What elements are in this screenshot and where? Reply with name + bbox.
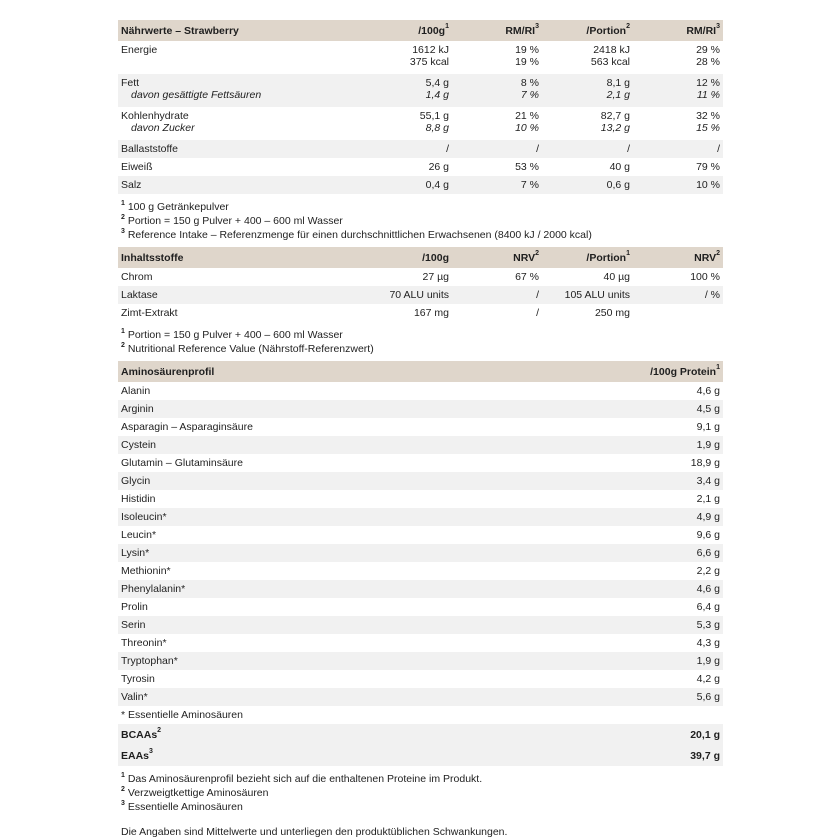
amino-row [118,454,723,472]
amino-label: Prolin [121,601,148,613]
nutrition-footnotes [118,194,723,247]
total-value: 20,1 g [573,724,723,745]
amino-row [118,400,723,418]
nutrition-value: 1612 kJ 375 kcal [409,44,449,68]
amino-row [118,436,723,454]
nutrition-value: 82,7 g 13,2 g [600,110,630,134]
nutrition-label: Ballaststoffe [118,140,328,158]
footnote: $^2$ Verzweigtkettige Aminosäuren [121,785,269,799]
footnote: $^1$ Das Aminosäurenprofil bezieht sich auf die enthaltenen Proteine im Produkt. [121,771,483,785]
ingredients-value: 70 ALU units [328,286,452,304]
nutrition-value: 5,4 g 1,4 g [328,74,452,107]
ingredients-value [633,304,723,322]
amino-footnotes [118,766,723,819]
ingredients-value: 167 mg [413,307,449,319]
nutrition-value: / [542,140,633,158]
amino-label: Methionin* [121,565,171,577]
ingredients-footnotes [118,322,723,361]
nutrition-row [118,158,723,176]
amino-table [118,361,723,766]
ingredients-row [118,304,723,322]
amino-row [118,526,723,544]
amino-value: 6,4 g [696,601,720,613]
footnote: $^2$ Nutritional Reference Value (Nährstoff-Referenzwert) [121,341,374,355]
ingredients-value: / % [633,286,723,304]
footnote: $^2$ Portion = 150 g Pulver + 400 – 600 ml Wasser [121,213,343,227]
amino-value: 4,6 g [573,580,723,598]
ingredients-row [118,286,723,304]
amino-label: Lysin* [118,544,573,562]
ingredients-value: 250 mg [594,307,630,319]
amino-row [118,598,723,616]
amino-header-row [118,361,723,382]
nutrition-value: 55,1 g 8,8 g [419,110,449,134]
amino-row [118,652,723,670]
nutrition-value: 8 % 7 % [452,74,542,107]
amino-label: Threonin* [121,637,167,649]
amino-value: 5,3 g [573,616,723,634]
amino-value: 9,6 g [696,529,720,541]
amino-value: 6,6 g [573,544,723,562]
nutrition-value: 79 % [696,161,720,173]
nutrition-value: 2418 kJ 563 kcal [590,44,630,68]
ingredients-value: 105 ALU units [542,286,633,304]
amino-value: 4,6 g [696,385,720,397]
ingredients-value: 27 µg [422,271,449,283]
ingredients-row [118,268,723,286]
nutrition-value: 26 g [428,161,449,173]
ingredients-header-per100: /100g [328,247,452,268]
ingredients-label: Laktase [118,286,328,304]
amino-row [118,490,723,508]
nutrition-value: / [452,140,542,158]
footnote: $^1$ Portion = 150 g Pulver + 400 – 600 ml Wasser [121,327,343,341]
amino-label: Leucin* [121,529,157,541]
amino-value: 1,9 g [573,436,723,454]
ingredients-header-nrv: NRV$^2$ [452,247,542,268]
total-label: EAAs$^3$ [118,745,573,766]
ingredients-header-row [118,247,723,268]
nutrition-value: / [633,140,723,158]
essential-note: * Essentielle Aminosäuren [121,709,243,721]
amino-value: 4,3 g [696,637,720,649]
nutrition-value: 0,4 g [328,176,452,194]
amino-label: Glutamin – Glutaminsäure [121,457,243,469]
total-value: 39,7 g [573,745,723,766]
nutrition-value: 8,1 g 2,1 g [542,74,633,107]
footnote: $^3$ Reference Intake – Referenzmenge für einen durchschnittlichen Erwachsenen (8400 kJ / 2000 kcal) [121,227,592,241]
nutrition-header-row [118,20,723,41]
amino-label: Histidin [121,493,156,505]
amino-label: Tyrosin [121,673,155,685]
nutrition-header-title: Nährwerte – Strawberry [118,20,328,41]
amino-label: Cystein [118,436,573,454]
ingredients-table [118,247,723,322]
nutrition-label: Eiweiß [121,161,153,173]
nutrition-value: 21 % 10 % [515,110,539,134]
amino-row [118,562,723,580]
footnote: $^1$ 100 g Getränkepulver [121,199,229,213]
ingredients-value: 100 % [690,271,720,283]
amino-row [118,688,723,706]
amino-row [118,670,723,688]
amino-label: Asparagin – Asparaginsäure [121,421,253,433]
amino-row [118,544,723,562]
amino-value: 1,9 g [573,652,723,670]
nutrition-row [118,176,723,194]
nutrition-value: 53 % [515,161,539,173]
essential-note-row [118,706,723,724]
nutrition-header-ri: $RM/RI^3$ [452,20,542,41]
nutrition-label: Fett davon gesättigte Fettsäuren [118,74,328,107]
amino-rows [118,382,723,706]
nutrition-row [118,107,723,140]
amino-value: 2,1 g [696,493,720,505]
amino-row [118,382,723,400]
nutrition-value: 19 % 19 % [515,44,539,68]
amino-label: Arginin [118,400,573,418]
nutrition-value: 29 % 28 % [696,44,720,68]
total-row-eaa [118,745,723,766]
amino-label: Valin* [118,688,573,706]
nutrition-value: / [328,140,452,158]
nutrition-row [118,74,723,107]
amino-label: Glycin [118,472,573,490]
amino-value: 4,2 g [696,673,720,685]
ingredients-label: Chrom [121,271,153,283]
amino-value: 4,9 g [573,508,723,526]
ingredients-value: / [452,286,542,304]
amino-row [118,580,723,598]
nutrition-value: 40 g [609,161,630,173]
amino-value: 4,5 g [573,400,723,418]
nutrition-label: Kohlenhydrate davon Zucker [121,110,195,134]
nutrition-header-per100: $/100g^1$ [328,20,452,41]
amino-header-title: Aminosäurenprofil [118,361,573,382]
nutrition-value: 0,6 g [542,176,633,194]
amino-label: Alanin [121,385,151,397]
total-label: BCAAs$^2$ [118,724,573,745]
amino-label: Tryptophan* [118,652,573,670]
nutrition-row [118,41,723,74]
disclaimer: Die Angaben sind Mittelwerte und unterliegen den produktüblichen Schwankungen. [121,826,508,838]
amino-value: 3,4 g [573,472,723,490]
amino-value: 9,1 g [696,421,720,433]
amino-row [118,472,723,490]
nutrition-label: Energie [121,44,158,56]
nutrition-value: 32 % 15 % [696,110,720,134]
amino-label: Isoleucin* [118,508,573,526]
amino-row [118,418,723,436]
ingredients-header-portion: /Portion$^1$ [542,247,633,268]
ingredients-value: / [536,307,539,319]
amino-row [118,634,723,652]
ingredients-header-nrv-portion: NRV$^2$ [633,247,723,268]
nutrition-value: 10 % [633,176,723,194]
ingredients-value: 67 % [515,271,539,283]
amino-row [118,508,723,526]
nutrition-header-portion: /Portion$^2$ [542,20,633,41]
amino-value: 5,6 g [573,688,723,706]
amino-header-value: /100g Protein$^1$ [573,361,723,382]
amino-label: Serin [118,616,573,634]
nutrition-table [118,20,723,194]
nutrition-label: Salz [118,176,328,194]
nutrition-header-ri-portion: $RM/RI^3$ [633,20,723,41]
total-row-bcaa [118,724,723,745]
nutrition-value: 7 % [452,176,542,194]
amino-value: 18,9 g [690,457,720,469]
footnote: $^3$ Essentielle Aminosäuren [121,799,243,813]
ingredients-label: Zimt-Extrakt [121,307,178,319]
amino-label: Phenylalanin* [118,580,573,598]
amino-row [118,616,723,634]
amino-value: 2,2 g [696,565,720,577]
nutrition-value: 12 % 11 % [633,74,723,107]
ingredients-value: 40 µg [603,271,630,283]
nutrition-document [118,20,723,838]
nutrition-row [118,140,723,158]
ingredients-header-title: Inhaltsstoffe [118,247,328,268]
